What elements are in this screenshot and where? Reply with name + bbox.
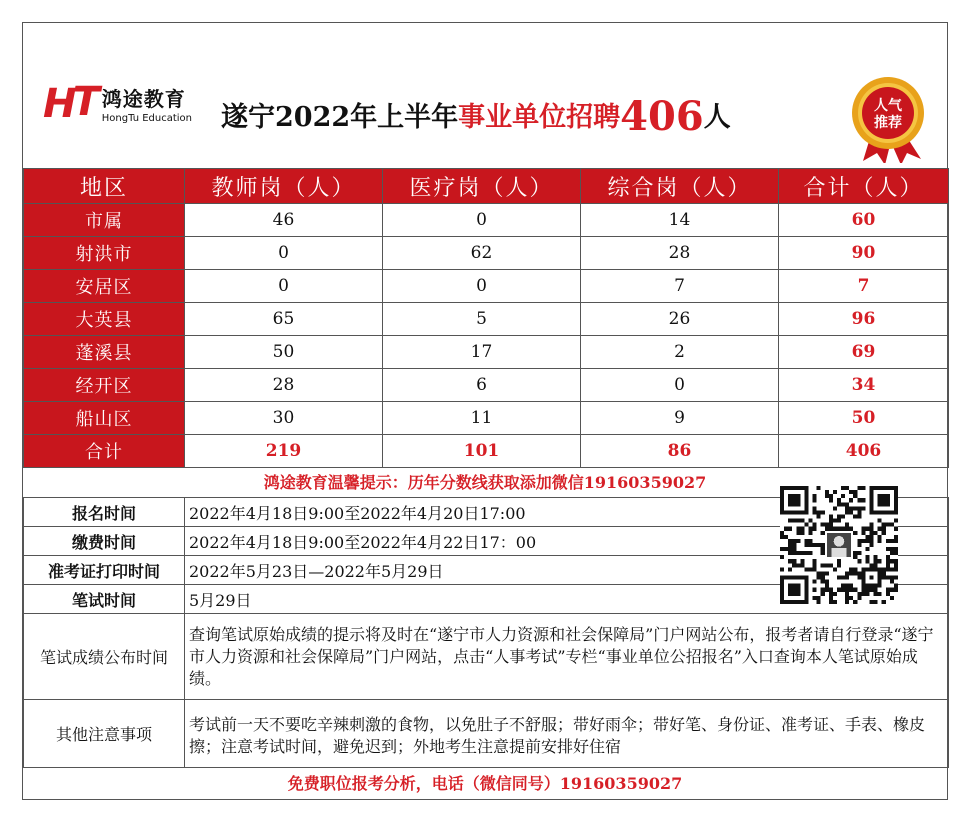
medical-cell: 6 xyxy=(383,369,581,402)
medical-cell: 17 xyxy=(383,336,581,369)
region-cell: 射洪市 xyxy=(24,237,185,270)
header xyxy=(23,23,947,169)
region-cell: 合计 xyxy=(24,435,185,468)
teacher-cell: 46 xyxy=(185,204,383,237)
region-cell: 蓬溪县 xyxy=(24,336,185,369)
total-cell: 90 xyxy=(779,237,949,270)
badge-line1: 人气 xyxy=(874,98,902,114)
table-row xyxy=(24,204,949,237)
poster-frame xyxy=(22,22,948,800)
info-value: 2022年5月23日—2022年5月29日 xyxy=(185,556,949,585)
general-cell: 2 xyxy=(581,336,779,369)
general-cell: 7 xyxy=(581,270,779,303)
general-cell: 14 xyxy=(581,204,779,237)
page-title: 遂宁2022年上半年事业单位招聘406人 xyxy=(221,93,731,140)
table-header-row xyxy=(24,169,949,204)
col-header-general: 综合岗（人） xyxy=(581,169,779,204)
general-cell: 86 xyxy=(581,435,779,468)
table-row xyxy=(24,369,949,402)
table-row xyxy=(24,270,949,303)
region-cell: 大英县 xyxy=(24,303,185,336)
table-sum-row xyxy=(24,435,949,468)
popular-recommend-badge-icon xyxy=(843,73,933,163)
info-row xyxy=(24,614,949,700)
info-row xyxy=(24,700,949,768)
teacher-cell: 0 xyxy=(185,270,383,303)
info-label: 笔试成绩公布时间 xyxy=(24,614,185,700)
table-row xyxy=(24,237,949,270)
medical-cell: 11 xyxy=(383,402,581,435)
info-label: 报名时间 xyxy=(24,498,185,527)
col-header-total: 合计（人） xyxy=(779,169,949,204)
teacher-cell: 219 xyxy=(185,435,383,468)
info-value: 考试前一天不要吃辛辣刺激的食物，以免肚子不舒服；带好雨伞；带好笔、身份证、准考证、手表、橡皮擦；注意考试时间，避免迟到；外地考生注意提前安排好住宿 xyxy=(185,700,949,768)
badge-line2: 推荐 xyxy=(874,115,902,131)
medical-cell: 5 xyxy=(383,303,581,336)
col-header-region: 地区 xyxy=(24,169,185,204)
total-cell: 50 xyxy=(779,402,949,435)
region-cell: 船山区 xyxy=(24,402,185,435)
table-row xyxy=(24,303,949,336)
medical-cell: 101 xyxy=(383,435,581,468)
general-cell: 26 xyxy=(581,303,779,336)
teacher-cell: 50 xyxy=(185,336,383,369)
col-header-teacher: 教师岗（人） xyxy=(185,169,383,204)
total-cell: 406 xyxy=(779,435,949,468)
total-cell: 34 xyxy=(779,369,949,402)
logo-name-cn: 鸿途教育 xyxy=(101,87,186,111)
logo-name-en: HongTu Education xyxy=(101,113,192,124)
table-row xyxy=(24,402,949,435)
brand-logo xyxy=(43,78,192,127)
teacher-cell: 28 xyxy=(185,369,383,402)
medical-cell: 0 xyxy=(383,270,581,303)
general-cell: 9 xyxy=(581,402,779,435)
region-cell: 经开区 xyxy=(24,369,185,402)
teacher-cell: 65 xyxy=(185,303,383,336)
recruitment-table xyxy=(23,168,949,468)
teacher-cell: 0 xyxy=(185,237,383,270)
region-cell: 安居区 xyxy=(24,270,185,303)
general-cell: 0 xyxy=(581,369,779,402)
info-value: 查询笔试原始成绩的提示将及时在“遂宁市人力资源和社会保障局”门户网站公布，报考者请自行登录“遂宁市人力资源和社会保障局”门户网站，点击“人事考试”专栏“事业单位公招报名”入口查询本人笔试原始成绩。 xyxy=(185,614,949,700)
info-label: 缴费时间 xyxy=(24,527,185,556)
info-label: 准考证打印时间 xyxy=(24,556,185,585)
warm-tip: 鸿途教育温馨提示：历年分数线获取添加微信19160359027 xyxy=(23,468,947,498)
teacher-cell: 30 xyxy=(185,402,383,435)
footer-contact: 免费职位报考分析，电话（微信同号）19160359027 xyxy=(287,774,683,793)
table-row xyxy=(24,336,949,369)
medical-cell: 0 xyxy=(383,204,581,237)
col-header-medical: 医疗岗（人） xyxy=(383,169,581,204)
logo-mark-icon: HT xyxy=(43,78,96,127)
info-value: 5月29日 xyxy=(185,585,949,614)
info-value: 2022年4月18日9:00至2022年4月22日17：00 xyxy=(185,527,949,556)
medical-cell: 62 xyxy=(383,237,581,270)
total-cell: 7 xyxy=(779,270,949,303)
qr-code-icon[interactable] xyxy=(780,486,898,604)
region-cell: 市属 xyxy=(24,204,185,237)
total-cell: 96 xyxy=(779,303,949,336)
total-cell: 60 xyxy=(779,204,949,237)
total-cell: 69 xyxy=(779,336,949,369)
info-value: 2022年4月18日9:00至2022年4月20日17:00 xyxy=(185,498,949,527)
info-label: 笔试时间 xyxy=(24,585,185,614)
general-cell: 28 xyxy=(581,237,779,270)
info-label: 其他注意事项 xyxy=(24,700,185,768)
